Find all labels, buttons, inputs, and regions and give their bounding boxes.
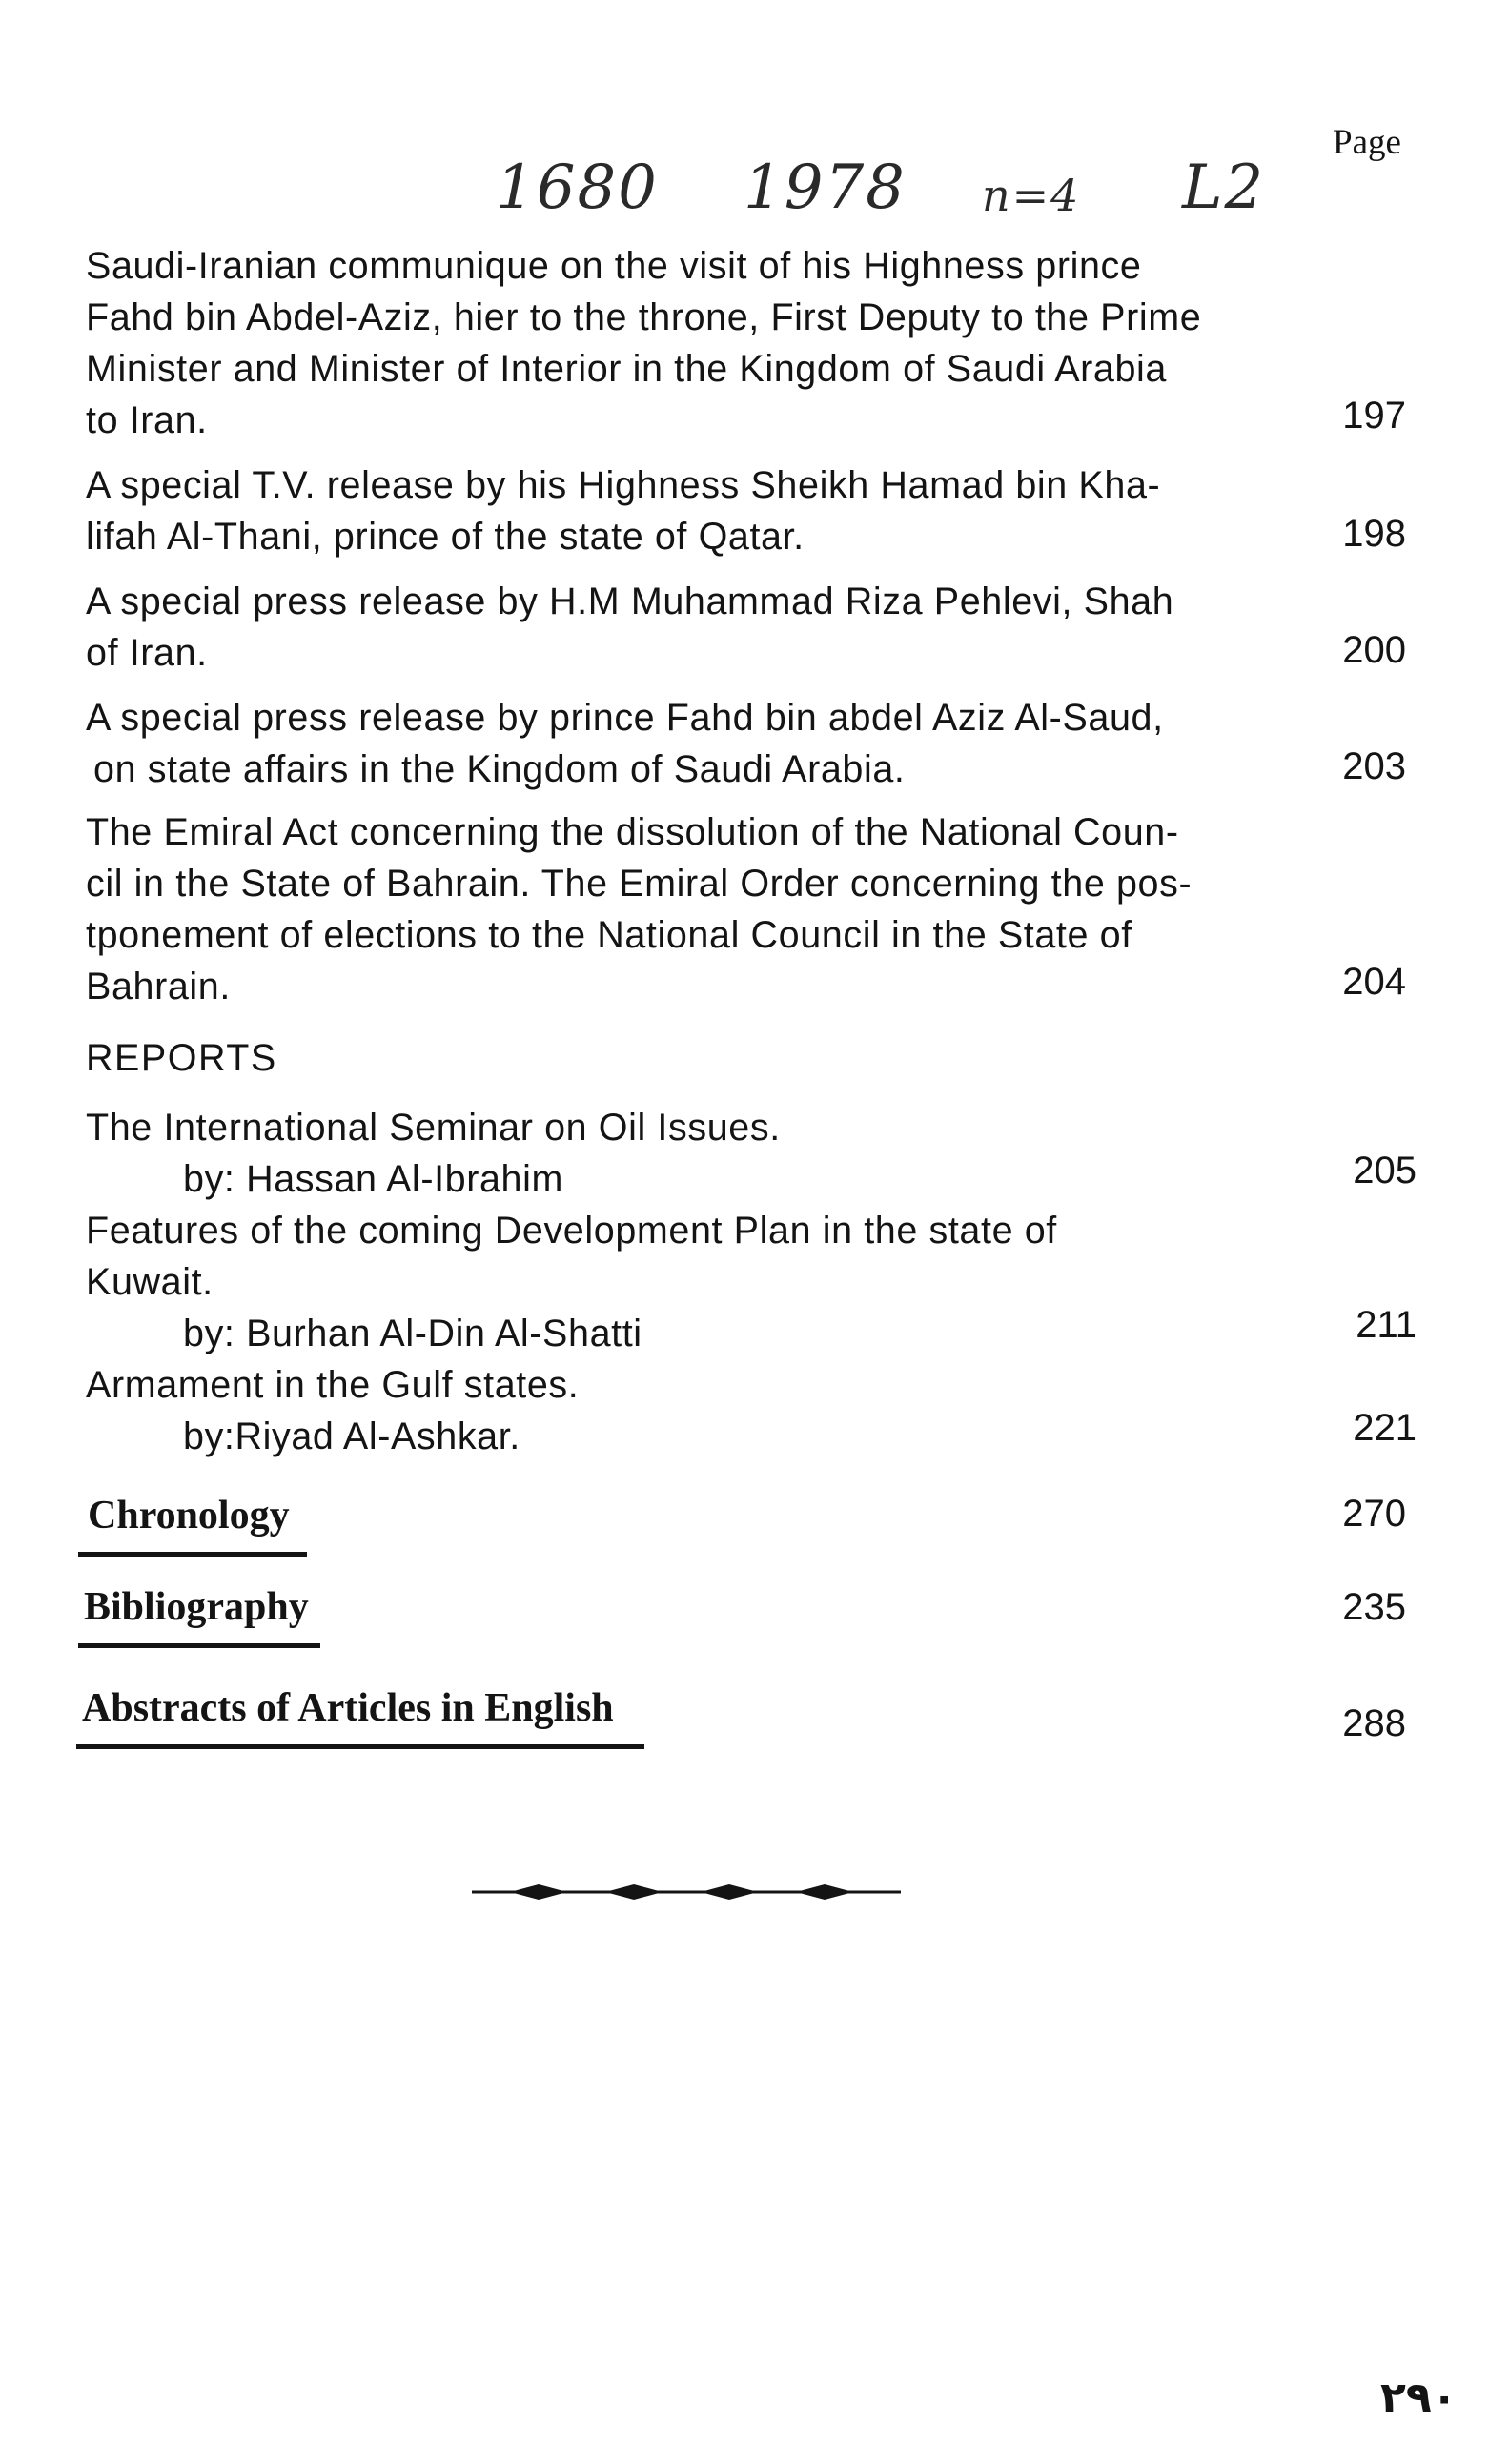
section-page-number: 235 [1342, 1586, 1406, 1628]
entry-line: Bahrain. [86, 966, 231, 1008]
section-page-number: 270 [1342, 1493, 1406, 1535]
entry-line: Minister and Minister of Interior in the Kingdom of Saudi Arabia [86, 348, 1167, 390]
entry-line: The Emiral Act concerning the dissolution of the National Coun- [86, 811, 1179, 853]
entry-page-number: 204 [1342, 961, 1406, 1003]
entry-page-number: 197 [1342, 395, 1406, 437]
toc-entry [86, 806, 1306, 1012]
ornament-divider [472, 1873, 901, 1911]
reports-heading: REPORTS [86, 1037, 277, 1079]
report-title: Armament in the Gulf states. [86, 1364, 580, 1406]
bibliography-link[interactable]: Bibliography [84, 1585, 309, 1629]
entry-line: A special press release by prince Fahd bin abdel Aziz Al-Saud, [86, 697, 1164, 739]
entry-line: A special T.V. release by his Highness Sheikh Hamad bin Kha- [86, 464, 1161, 506]
entry-page-number: 198 [1342, 513, 1406, 555]
entry-line: cil in the State of Bahrain. The Emiral Order concerning the pos- [86, 863, 1193, 905]
report-author: by: Hassan Al-Ibrahim [183, 1158, 563, 1200]
entry-page-number: 200 [1342, 629, 1406, 671]
underline-rule [78, 1643, 320, 1648]
entry-line: on state affairs in the Kingdom of Saudi Arabia. [93, 748, 906, 790]
entry-line: of Iran. [86, 632, 208, 674]
toc-entry [86, 692, 1306, 795]
report-page-number: 205 [1353, 1150, 1417, 1191]
entry-line: to Iran. [86, 399, 208, 441]
report-author: by:Riyad Al-Ashkar. [183, 1415, 520, 1457]
entry-line: tponement of elections to the National Council in the State of [86, 914, 1132, 956]
handwritten-note: L2 [1182, 153, 1266, 223]
entry-line: Saudi-Iranian communique on the visit of his Highness prince [86, 245, 1142, 287]
report-entry [86, 1102, 1306, 1205]
section-page-number: 288 [1342, 1702, 1406, 1744]
underline-rule [76, 1744, 644, 1749]
report-entry [86, 1205, 1306, 1359]
entry-page-number: 203 [1342, 745, 1406, 787]
report-author: by: Burhan Al-Din Al-Shatti [183, 1313, 642, 1354]
entry-line: A special press release by H.M Muhammad Riza Pehlevi, Shah [86, 580, 1174, 622]
toc-entry [86, 576, 1306, 679]
chronology-link[interactable]: Chronology [88, 1494, 290, 1537]
handwritten-note: 1978 [744, 153, 907, 223]
handwritten-note: 1680 [496, 153, 659, 223]
toc-entry [86, 240, 1306, 446]
report-title: Features of the coming Development Plan in the state of [86, 1210, 1057, 1252]
report-entry [86, 1359, 1306, 1462]
toc-entry [86, 459, 1306, 562]
page-column-label: Page [1333, 123, 1401, 162]
report-title: Kuwait. [86, 1261, 214, 1303]
report-page-number: 221 [1353, 1407, 1417, 1449]
report-page-number: 211 [1356, 1304, 1417, 1346]
entry-line: Fahd bin Abdel-Aziz, hier to the throne, First Deputy to the Prime [86, 296, 1202, 338]
footer-page-number: ٢٩٠ [1380, 2374, 1458, 2421]
underline-rule [78, 1552, 307, 1557]
entry-line: lifah Al-Thani, prince of the state of Qatar. [86, 516, 805, 558]
abstracts-link[interactable]: Abstracts of Articles in English [82, 1686, 614, 1730]
report-title: The International Seminar on Oil Issues. [86, 1107, 781, 1149]
handwritten-note: n=4 [982, 170, 1081, 221]
